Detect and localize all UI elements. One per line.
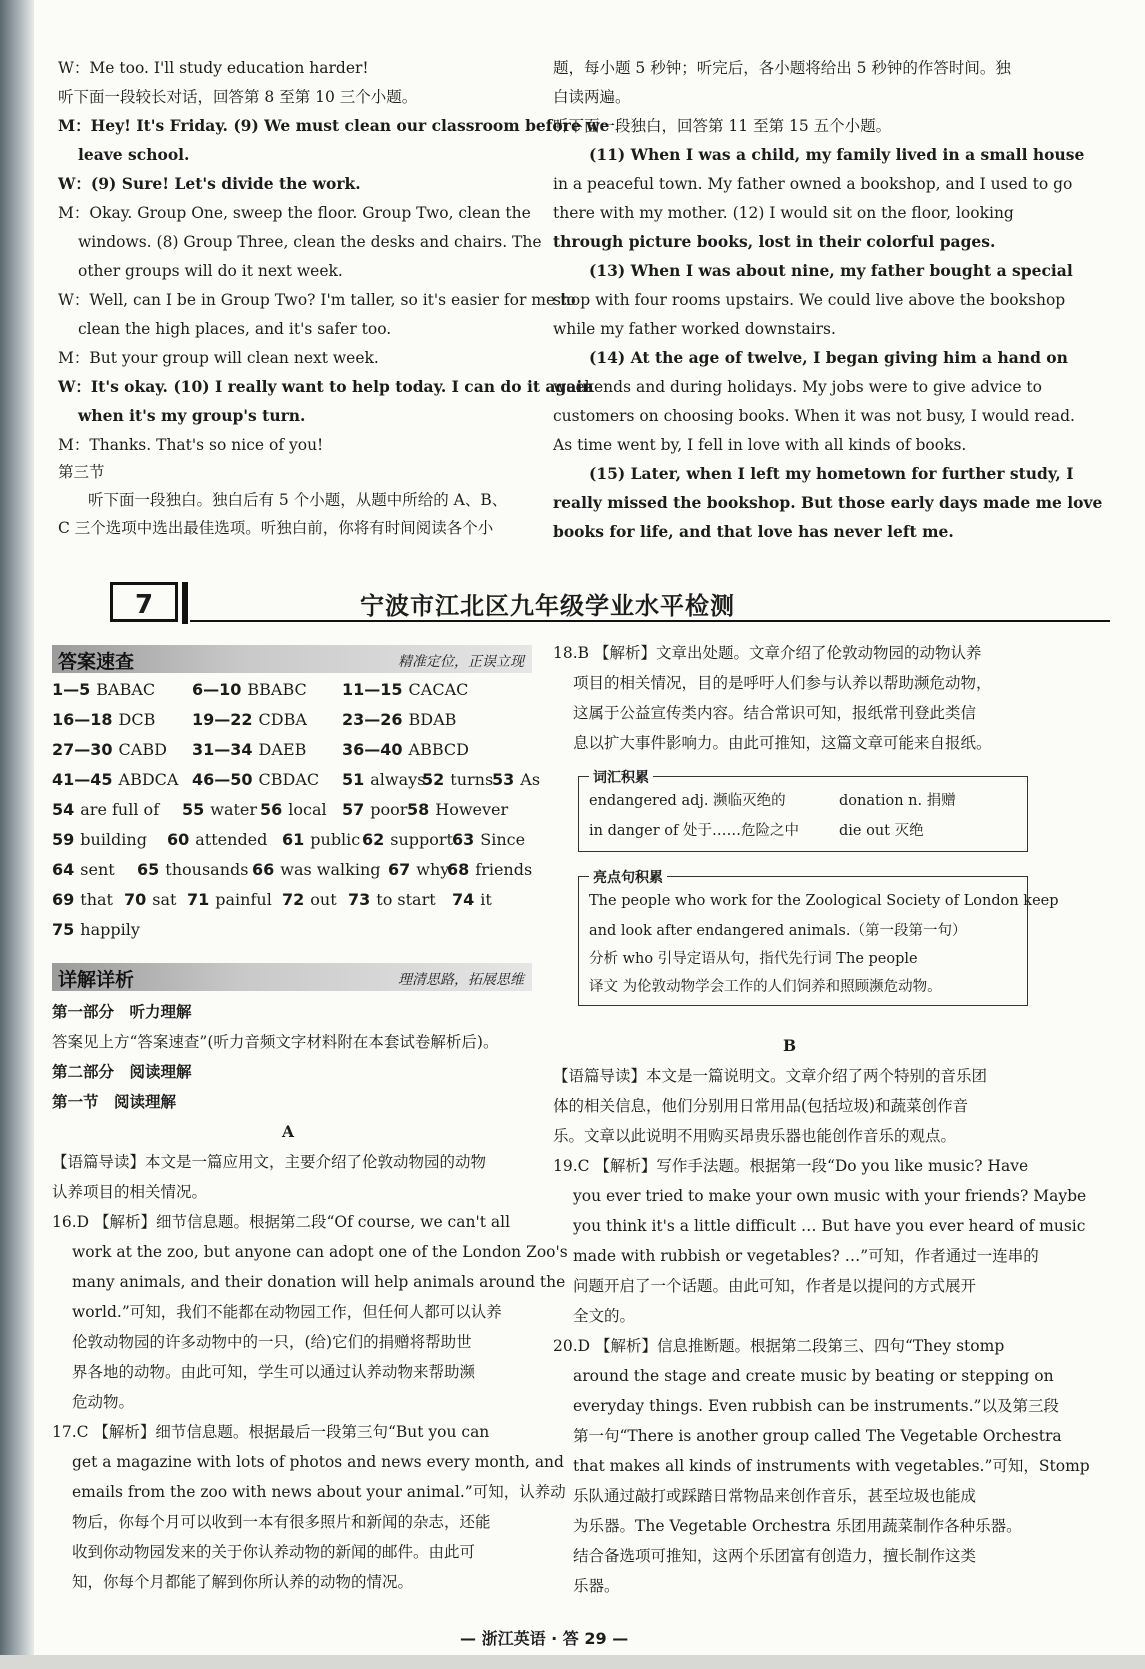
- answer-item: 65 thousands: [137, 860, 249, 879]
- dialogue-line: M：Thanks. That's so nice of you!: [58, 436, 324, 454]
- body-line: work at the zoo, but anyone can adopt one of the London Zoo's: [72, 1243, 568, 1261]
- sentence-tag: 亮点句积累: [589, 867, 667, 887]
- body-line: 息以扩大事件影响力。由此可推知，这篇文章可能来自报纸。: [573, 734, 992, 752]
- answer-item: 46—50 CBDAC: [192, 770, 320, 789]
- vocab-entry: in danger of 处于……危险之中: [589, 823, 799, 839]
- body-line: 问题开启了一个话题。由此可知，作者是以提问的方式展开: [573, 1277, 977, 1295]
- body-line: 【语篇导读】本文是一篇应用文，主要介绍了伦敦动物园的动物: [52, 1153, 487, 1171]
- right-mid-column: [553, 643, 1033, 768]
- answer-item: 58 However: [407, 800, 509, 819]
- answer-item: 72 out: [282, 890, 337, 909]
- body-line: you ever tried to make your own music with your friends? Maybe: [573, 1187, 1087, 1205]
- answer-item: 36—40 ABBCD: [342, 740, 469, 759]
- instruction-line: 听下面一段独白。独白后有 5 个小题，从题中所给的 A、B、: [88, 491, 508, 509]
- answer-item: 11—15 CACAC: [342, 680, 469, 699]
- test-number: 7: [110, 582, 178, 622]
- answer-item: 41—45 ABDCA: [52, 770, 179, 789]
- detail-section-subtitle: 理清思路，拓展思维: [398, 972, 524, 988]
- detail-section-title: 详解详析: [58, 969, 135, 991]
- body-line: made with rubbish or vegetables? …”可知，作者通过一连串的: [573, 1247, 1039, 1265]
- body-line: everyday things. Even rubbish can be instruments.”以及第三段: [573, 1397, 1059, 1415]
- part-heading: 第二部分 阅读理解: [52, 1063, 192, 1081]
- body-line: 17.C 【解析】细节信息题。根据最后一段第三句“But you can: [52, 1423, 490, 1441]
- body-line: 乐。文章以此说明不用购买昂贵乐器也能创作音乐的观点。: [553, 1127, 957, 1145]
- body-line: 答案见上方“答案速查”(听力音频文字材料附在本套试卷解析后)。: [52, 1033, 499, 1051]
- body-line: 第一句“There is another group called The Vegetable Orchestra: [573, 1427, 1062, 1445]
- monologue-line: (11) When I was a child, my family lived in a small house: [589, 145, 1085, 164]
- answer-item: 63 Since: [452, 830, 526, 849]
- body-line: 这属于公益宣传类内容。结合常识可知，报纸常刊登此类信: [573, 704, 977, 722]
- monologue-line: books for life, and that love has never left me.: [553, 522, 954, 541]
- monologue-line: customers on choosing books. When it was not busy, I would read.: [553, 407, 1075, 425]
- answer-item: 64 sent: [52, 860, 115, 879]
- detail-section-header: [52, 963, 532, 991]
- body-line: many animals, and their donation will help animals around the: [72, 1273, 566, 1291]
- instruction-line: C 三个选项中选出最佳选项。听独白前，你将有时间阅读各个小: [58, 519, 494, 537]
- body-line: 18.B 【解析】文章出处题。文章介绍了伦敦动物园的动物认养: [553, 644, 982, 662]
- dialogue-line: W：Well, can I be in Group Two? I'm taller, so it's easier for me to: [58, 291, 576, 309]
- dialogue-line: M：But your group will clean next week.: [58, 349, 379, 367]
- answer-item: 74 it: [452, 890, 492, 909]
- body-line: you think it's a little difficult … But have you ever heard of music: [573, 1217, 1086, 1235]
- answer-item: 66 was walking: [252, 860, 381, 879]
- body-line: 全文的。: [573, 1307, 636, 1325]
- vocab-tag: 词汇积累: [589, 767, 653, 787]
- body-line: 物后，你每个月可以收到一本有很多照片和新闻的杂志，还能: [72, 1513, 491, 1531]
- answer-item: 51 always: [342, 770, 426, 789]
- banner-rule: [190, 620, 1110, 622]
- banner-bar: [182, 582, 188, 624]
- body-line: 收到你动物园发来的关于你认养动物的新闻的邮件。由此可: [72, 1543, 476, 1561]
- right-bottom-column: [553, 1036, 1090, 1616]
- answer-item: 61 public: [282, 830, 361, 849]
- monologue-line: As time went by, I fell in love with all kinds of books.: [553, 436, 967, 454]
- body-line: 危动物。: [72, 1393, 135, 1411]
- answer-section-title: 答案速查: [58, 651, 135, 673]
- left-bottom-column: [52, 1002, 568, 1612]
- body-line: that makes all kinds of instruments with vegetables.”可知，Stomp: [573, 1457, 1090, 1475]
- answer-item: 31—34 DAEB: [192, 740, 307, 759]
- dialogue-line: leave school.: [78, 145, 190, 164]
- sentence-line: and look after endangered animals.（第一段第一句）: [589, 923, 967, 939]
- monologue-line: there with my mother. (12) I would sit on the floor, looking: [553, 204, 1014, 222]
- page-footer: — 浙江英语 · 答 29 —: [460, 1629, 629, 1648]
- answer-item: 52 turns: [422, 770, 494, 789]
- body-line: 【语篇导读】本文是一篇说明文。文章介绍了两个特别的音乐团: [553, 1067, 988, 1085]
- instruction-line: 题，每小题 5 秒钟；听完后，各小题将给出 5 秒钟的作答时间。独: [553, 59, 1011, 77]
- sentence-line: The people who work for the Zoological Society of London keep: [589, 893, 1059, 909]
- body-line: 知，你每个月都能了解到你所认养的动物的情况。: [72, 1573, 414, 1591]
- answer-item: 54 are full of: [52, 800, 160, 819]
- dialogue-line: other groups will do it next week.: [78, 262, 343, 280]
- vocab-entry: donation n. 捐赠: [839, 793, 956, 809]
- answer-item: 19—22 CDBA: [192, 710, 307, 729]
- scan-bottom-edge: [0, 1655, 1145, 1669]
- answer-item: 71 painful: [187, 890, 272, 909]
- monologue-line: in a peaceful town. My father owned a bookshop, and I used to go: [553, 175, 1073, 193]
- answer-item: 75 happily: [52, 920, 140, 939]
- instruction-line: 听下面一段独白，回答第 11 至第 15 五个小题。: [553, 117, 892, 135]
- monologue-line: through picture books, lost in their colorful pages.: [553, 232, 996, 251]
- body-line: world.”可知，我们不能都在动物园工作，但任何人都可以认养: [72, 1303, 502, 1321]
- instruction-line: 白读两遍。: [553, 88, 631, 106]
- answer-item: 69 that: [52, 890, 113, 909]
- dialogue-line: clean the high places, and it's safer too.: [78, 320, 392, 338]
- monologue-line: (15) Later, when I left my hometown for further study, I: [589, 464, 1074, 483]
- answer-item: 67 why: [388, 860, 450, 879]
- sentence-box: [578, 870, 1059, 1006]
- body-line: 界各地的动物。由此可知，学生可以通过认养动物来帮助濒: [72, 1363, 476, 1381]
- body-line: emails from the zoo with news about your animal.”可知，认养动: [72, 1483, 566, 1501]
- vocab-box: [578, 770, 1028, 852]
- scan-left-edge: [0, 0, 34, 1669]
- body-line: 为乐器。The Vegetable Orchestra 乐团用蔬菜制作各种乐器。: [573, 1517, 1022, 1535]
- right-top-column: [553, 58, 1103, 541]
- answer-item: 23—26 BDAB: [342, 710, 457, 729]
- answer-item: 68 friends: [447, 860, 533, 879]
- instruction-line: 听下面一段较长对话，回答第 8 至第 10 三个小题。: [58, 88, 418, 106]
- monologue-line: (13) When I was about nine, my father bought a special: [589, 261, 1073, 280]
- section-label: 第三节: [58, 463, 105, 481]
- sentence-line: 分析 who 引导定语从句，指代先行词 The people: [589, 951, 918, 967]
- answer-item: 53 As: [492, 770, 541, 789]
- passage-letter: A: [282, 1122, 295, 1141]
- answer-section-header: [52, 645, 532, 673]
- body-line: get a magazine with lots of photos and news every month, and: [72, 1453, 564, 1471]
- body-line: 19.C 【解析】写作手法题。根据第一段“Do you like music? Have: [553, 1157, 1029, 1175]
- body-line: 20.D 【解析】信息推断题。根据第二段第三、四句“They stomp: [553, 1337, 1005, 1355]
- sentence-line: 译文 为伦敦动物学会工作的人们饲养和照顾濒危动物。: [589, 979, 942, 995]
- vocab-entry: die out 灭绝: [839, 823, 924, 839]
- answer-item: 59 building: [52, 830, 147, 849]
- part-heading: 第一节 阅读理解: [52, 1093, 177, 1111]
- body-line: 伦敦动物园的许多动物中的一只，(给)它们的捐赠将帮助世: [72, 1333, 472, 1351]
- answer-section-subtitle: 精准定位，正误立现: [398, 654, 524, 670]
- dialogue-line: M：Hey! It's Friday. (9) We must clean our classroom before we: [58, 116, 610, 135]
- answer-item: 16—18 DCB: [52, 710, 156, 729]
- dialogue-line: W：Me too. I'll study education harder!: [58, 59, 369, 77]
- test-banner: [110, 582, 1110, 624]
- body-line: 结合备选项可推知，这两个乐团富有创造力，擅长制作这类: [573, 1547, 977, 1565]
- monologue-line: really missed the bookshop. But those early days made me love: [553, 493, 1103, 512]
- monologue-line: while my father worked downstairs.: [553, 320, 836, 338]
- body-line: 项目的相关情况，目的是呼吁人们参与认养以帮助濒危动物，: [573, 674, 992, 692]
- answer-item: 55 water: [182, 800, 258, 819]
- answer-item: 70 sat: [124, 890, 177, 909]
- dialogue-line: windows. (8) Group Three, clean the desks and chairs. The: [78, 233, 542, 251]
- passage-letter: B: [783, 1036, 797, 1055]
- test-title: 宁波市江北区九年级学业水平检测: [360, 591, 735, 620]
- body-line: 16.D 【解析】细节信息题。根据第二段“Of course, we can't all: [52, 1213, 511, 1231]
- dialogue-line: W：It's okay. (10) I really want to help today. I can do it again: [58, 377, 594, 396]
- answer-item: 57 poor: [342, 800, 408, 819]
- answer-item: 56 local: [260, 800, 327, 819]
- body-line: around the stage and create music by beating or stepping on: [573, 1367, 1054, 1385]
- dialogue-line: W：(9) Sure! Let's divide the work.: [58, 174, 361, 193]
- answer-item: 62 support: [362, 830, 453, 849]
- vocab-entry: endangered adj. 濒临灭绝的: [589, 793, 786, 809]
- monologue-line: shop with four rooms upstairs. We could live above the bookshop: [553, 291, 1066, 309]
- answer-item: 60 attended: [167, 830, 268, 849]
- monologue-line: weekends and during holidays. My jobs were to give advice to: [553, 378, 1042, 396]
- answer-item: 73 to start: [348, 890, 436, 909]
- body-line: 乐器。: [573, 1577, 620, 1595]
- answer-grid: [52, 680, 541, 945]
- body-line: 认养项目的相关情况。: [52, 1183, 208, 1201]
- part-heading: 第一部分 听力理解: [52, 1003, 192, 1021]
- dialogue-line: when it's my group's turn.: [78, 406, 306, 425]
- body-line: 乐队通过敲打或踩踏日常物品来创作音乐，甚至垃圾也能成: [573, 1487, 977, 1505]
- body-line: 体的相关信息，他们分别用日常用品(包括垃圾)和蔬菜创作音: [553, 1097, 969, 1115]
- answer-item: 6—10 BBABC: [192, 680, 307, 699]
- answer-item: 27—30 CABD: [52, 740, 167, 759]
- answer-item: 1—5 BABAC: [52, 680, 156, 699]
- dialogue-line: M：Okay. Group One, sweep the floor. Group Two, clean the: [58, 204, 531, 222]
- monologue-line: (14) At the age of twelve, I began giving him a hand on: [589, 348, 1068, 367]
